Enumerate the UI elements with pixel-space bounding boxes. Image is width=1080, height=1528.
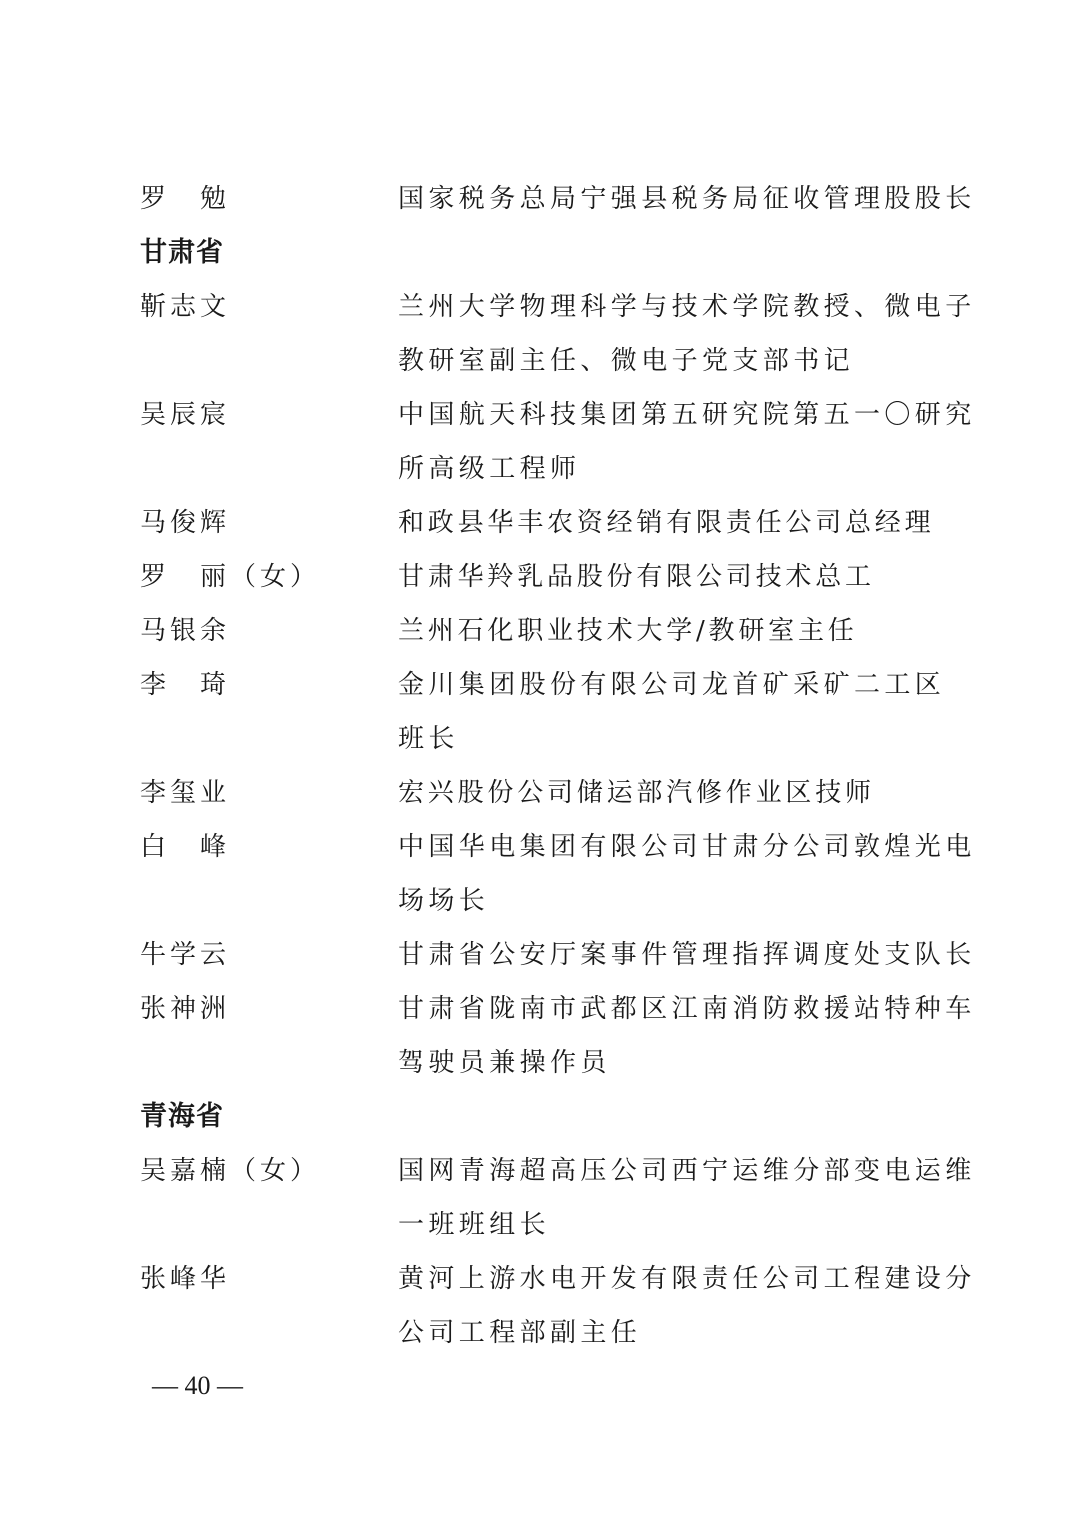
person-name: 吴辰宸 — [140, 400, 231, 430]
section-heading-gansu — [0, 226, 1080, 280]
list-item-continuation — [0, 1306, 1080, 1360]
section-title: 甘肃省 — [140, 237, 224, 268]
list-item — [0, 280, 1080, 334]
person-name: 李 琦 — [140, 670, 231, 700]
list-item-continuation — [0, 874, 1080, 928]
person-title-cont: 公司工程部副主任 — [398, 1318, 642, 1348]
list-item — [0, 172, 1080, 226]
list-item-continuation — [0, 712, 1080, 766]
section-title: 青海省 — [140, 1101, 224, 1132]
person-name: 吴嘉楠（女） — [140, 1156, 321, 1186]
list-item — [0, 766, 1080, 820]
person-title: 宏兴股份公司储运部汽修作业区技师 — [398, 778, 875, 808]
list-item — [0, 928, 1080, 982]
person-name: 张神洲 — [140, 994, 231, 1024]
person-name: 马银余 — [140, 616, 231, 646]
person-title: 黄河上游水电开发有限责任公司工程建设分 — [398, 1264, 976, 1294]
list-item — [0, 604, 1080, 658]
list-item — [0, 388, 1080, 442]
list-item-continuation — [0, 1036, 1080, 1090]
person-name: 张峰华 — [140, 1264, 231, 1294]
person-title: 和政县华丰农资经销有限责任公司总经理 — [398, 508, 935, 538]
person-title: 中国华电集团有限公司甘肃分公司敦煌光电 — [398, 832, 976, 862]
person-name: 罗 勉 — [140, 184, 231, 214]
section-heading-qinghai — [0, 1090, 1080, 1144]
person-title-cont: 班长 — [398, 724, 459, 754]
person-title-cont: 一班班组长 — [398, 1210, 551, 1240]
person-title: 甘肃省公安厅案事件管理指挥调度处支队长 — [398, 940, 976, 970]
list-item-continuation — [0, 334, 1080, 388]
list-item — [0, 496, 1080, 550]
list-item — [0, 1252, 1080, 1306]
person-title: 中国航天科技集团第五研究院第五一〇研究 — [398, 400, 976, 430]
person-title-cont: 所高级工程师 — [398, 454, 581, 484]
person-name: 牛学云 — [140, 940, 231, 970]
person-title: 兰州石化职业技术大学/教研室主任 — [398, 616, 858, 646]
list-item-continuation — [0, 1198, 1080, 1252]
person-title-cont: 场场长 — [398, 886, 490, 916]
person-title: 国网青海超高压公司西宁运维分部变电运维 — [398, 1156, 976, 1186]
person-title: 兰州大学物理科学与技术学院教授、微电子 — [398, 292, 976, 322]
person-name: 李玺业 — [140, 778, 231, 808]
list-item — [0, 550, 1080, 604]
page-number: — 40 — — [152, 1371, 243, 1400]
person-title-cont: 教研室副主任、微电子党支部书记 — [398, 346, 855, 376]
person-name: 马俊辉 — [140, 508, 231, 538]
person-title: 甘肃华羚乳品股份有限公司技术总工 — [398, 562, 875, 592]
list-item — [0, 820, 1080, 874]
person-name: 罗 丽（女） — [140, 562, 321, 592]
list-item — [0, 1144, 1080, 1198]
list-item — [0, 658, 1080, 712]
person-title: 金川集团股份有限公司龙首矿采矿二工区 — [398, 670, 946, 700]
list-item — [0, 982, 1080, 1036]
person-title-cont: 驾驶员兼操作员 — [398, 1048, 611, 1078]
person-title: 甘肃省陇南市武都区江南消防救援站特种车 — [398, 994, 976, 1024]
person-title: 国家税务总局宁强县税务局征收管理股股长 — [398, 184, 976, 214]
person-name: 白 峰 — [140, 832, 231, 862]
person-name: 靳志文 — [140, 292, 231, 322]
list-item-continuation — [0, 442, 1080, 496]
